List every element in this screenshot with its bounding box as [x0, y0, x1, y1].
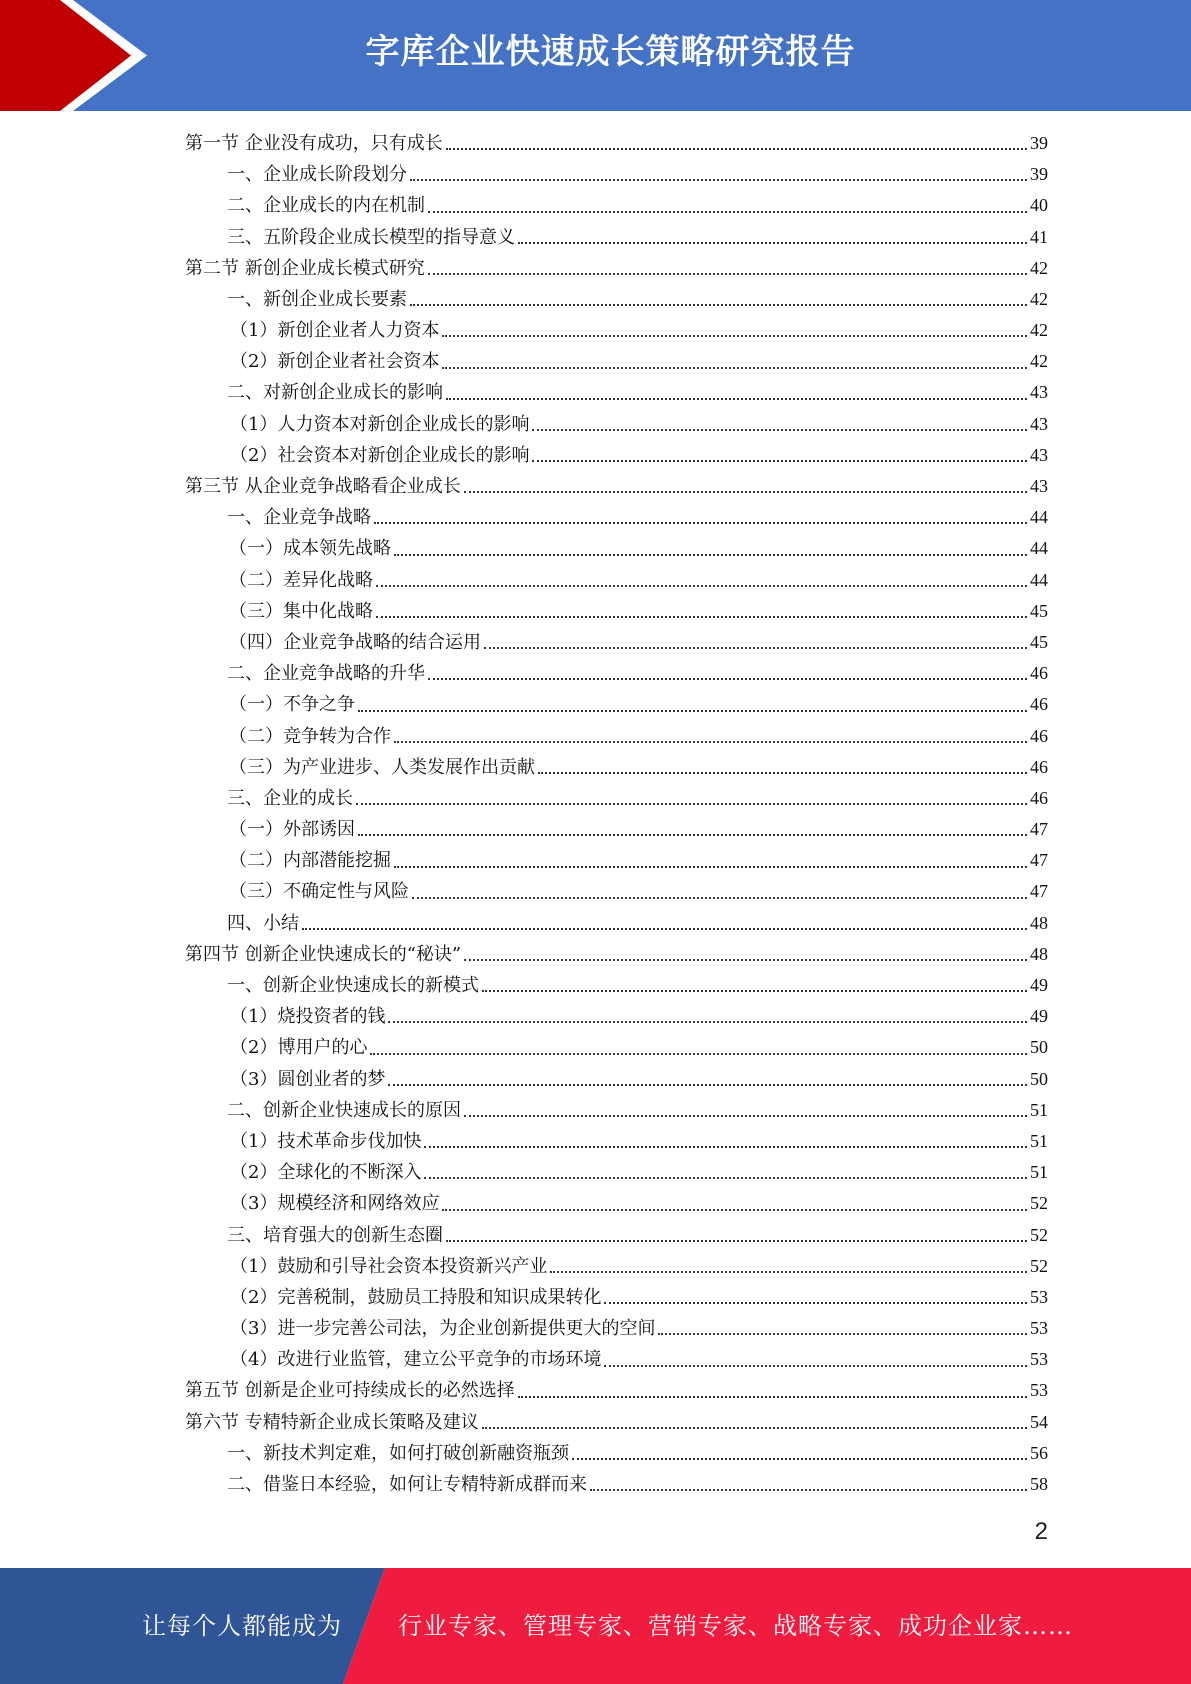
- toc-entry[interactable]: [185, 159, 1048, 190]
- toc-entry[interactable]: [185, 533, 1048, 564]
- toc-entry-title: （2）新创企业者社会资本: [230, 351, 440, 373]
- toc-entry[interactable]: [185, 689, 1048, 720]
- toc-entry[interactable]: [185, 502, 1048, 533]
- toc-entry-title: （四）企业竞争战略的结合运用: [229, 631, 481, 653]
- toc-entry-page: 39: [1030, 164, 1048, 185]
- toc-dot-leader: [376, 585, 1027, 587]
- toc-entry-page: 46: [1030, 787, 1048, 808]
- toc-entry-page: 39: [1030, 132, 1048, 153]
- toc-entry-title: 二、创新企业快速成长的原因: [227, 1099, 461, 1121]
- toc-dot-leader: [572, 1458, 1027, 1460]
- toc-entry[interactable]: [185, 1188, 1048, 1219]
- toc-entry[interactable]: [185, 845, 1048, 876]
- toc-entry-title: 第四节 创新企业快速成长的“秘诀”: [185, 943, 462, 965]
- toc-entry-page: 46: [1030, 756, 1048, 777]
- toc-entry-title: （2）博用户的心: [230, 1037, 368, 1059]
- toc-entry-title: （三）集中化战略: [229, 600, 373, 622]
- toc-entry-page: 42: [1030, 351, 1048, 372]
- toc-entry-page: 47: [1030, 881, 1048, 902]
- toc-entry-title: 一、企业竞争战略: [227, 507, 371, 529]
- toc-entry-page: 44: [1030, 507, 1048, 528]
- toc-entry[interactable]: [185, 346, 1048, 377]
- footer-slogan-right: 行业专家、管理专家、营销专家、战略专家、成功企业家……: [398, 1612, 1073, 1640]
- toc-entry[interactable]: [185, 908, 1048, 939]
- toc-entry-title: 二、企业成长的内在机制: [227, 195, 425, 217]
- toc-entry-title: 四、小结: [227, 912, 299, 934]
- page-footer: [0, 1568, 1191, 1684]
- toc-entry-title: （3）规模经济和网络效应: [230, 1193, 440, 1215]
- toc-dot-leader: [394, 866, 1027, 868]
- toc-dot-leader: [518, 242, 1027, 244]
- toc-entry-title: （一）外部诱因: [229, 819, 355, 841]
- toc-entry-page: 58: [1030, 1474, 1048, 1495]
- toc-entry-page: 52: [1030, 1255, 1048, 1276]
- toc-entry-title: 一、企业成长阶段划分: [227, 164, 407, 186]
- toc-entry[interactable]: [185, 1313, 1048, 1344]
- toc-entry[interactable]: [185, 970, 1048, 1001]
- toc-entry-title: （二）差异化战略: [229, 569, 373, 591]
- toc-dot-leader: [464, 1115, 1027, 1117]
- toc-entry-page: 53: [1030, 1380, 1048, 1401]
- toc-entry-page: 47: [1030, 819, 1048, 840]
- toc-entry-page: 43: [1030, 476, 1048, 497]
- toc-entry-page: 43: [1030, 413, 1048, 434]
- toc-dot-leader: [532, 460, 1027, 462]
- report-title: 字库企业快速成长策略研究报告: [365, 32, 856, 72]
- toc-entry-title: （一）成本领先战略: [229, 538, 391, 560]
- toc-dot-leader: [538, 772, 1027, 774]
- toc-entry-title: （2）完善税制，鼓励员工持股和知识成果转化: [230, 1286, 602, 1308]
- toc-dot-leader: [446, 148, 1027, 150]
- toc-entry-title: （一）不争之争: [229, 694, 355, 716]
- toc-dot-leader: [532, 429, 1027, 431]
- toc-entry[interactable]: [185, 752, 1048, 783]
- toc-dot-leader: [518, 1396, 1027, 1398]
- toc-entry-page: 44: [1030, 538, 1048, 559]
- toc-entry-page: 52: [1030, 1193, 1048, 1214]
- toc-entry[interactable]: [185, 1407, 1048, 1438]
- toc-dot-leader: [428, 273, 1027, 275]
- toc-entry-page: 43: [1030, 444, 1048, 465]
- toc-dot-leader: [370, 1053, 1027, 1055]
- toc-dot-leader: [394, 554, 1027, 556]
- toc-entry[interactable]: [185, 1251, 1048, 1282]
- toc-entry-title: 二、对新创企业成长的影响: [227, 382, 443, 404]
- toc-dot-leader: [424, 1177, 1027, 1179]
- toc-dot-leader: [442, 367, 1027, 369]
- toc-entry-page: 50: [1030, 1037, 1048, 1058]
- toc-entry[interactable]: [185, 471, 1048, 502]
- toc-entry-title: （3）进一步完善公司法，为企业创新提供更大的空间: [230, 1318, 656, 1340]
- toc-entry-page: 53: [1030, 1349, 1048, 1370]
- toc-entry-page: 42: [1030, 320, 1048, 341]
- toc-entry-title: （2）全球化的不断深入: [230, 1162, 422, 1184]
- toc-entry-title: 一、新技术判定难，如何打破创新融资瓶颈: [227, 1442, 569, 1464]
- toc-dot-leader: [388, 1021, 1027, 1023]
- toc-entry[interactable]: [185, 877, 1048, 908]
- toc-entry[interactable]: [185, 1438, 1048, 1469]
- toc-dot-leader: [428, 211, 1027, 213]
- toc-entry-page: 48: [1030, 943, 1048, 964]
- page-header: [0, 0, 1191, 111]
- toc-entry[interactable]: [185, 1220, 1048, 1251]
- toc-entry[interactable]: [185, 1126, 1048, 1157]
- toc-entry-title: 一、创新企业快速成长的新模式: [227, 975, 479, 997]
- toc-entry-title: 第二节 新创企业成长模式研究: [185, 257, 425, 279]
- toc-dot-leader: [388, 1084, 1027, 1086]
- toc-entry[interactable]: [185, 1032, 1048, 1063]
- toc-entry-title: 第一节 企业没有成功，只有成长: [185, 132, 443, 154]
- toc-entry-page: 45: [1030, 631, 1048, 652]
- toc-dot-leader: [302, 928, 1027, 930]
- toc-dot-leader: [482, 990, 1027, 992]
- toc-entry-page: 44: [1030, 569, 1048, 590]
- toc-entry-page: 42: [1030, 288, 1048, 309]
- toc-dot-leader: [464, 491, 1027, 493]
- toc-dot-leader: [376, 616, 1027, 618]
- toc-entry-page: 51: [1030, 1162, 1048, 1183]
- toc-dot-leader: [412, 897, 1027, 899]
- toc-entry[interactable]: [185, 1157, 1048, 1188]
- toc-entry-page: 49: [1030, 975, 1048, 996]
- footer-slogan-left: 让每个人都能成为: [142, 1612, 342, 1640]
- toc-dot-leader: [604, 1302, 1027, 1304]
- toc-entry[interactable]: [185, 128, 1048, 159]
- toc-entry[interactable]: [185, 939, 1048, 970]
- toc-dot-leader: [410, 179, 1027, 181]
- toc-entry-page: 49: [1030, 1006, 1048, 1027]
- toc-dot-leader: [484, 647, 1027, 649]
- toc-entry-page: 40: [1030, 195, 1048, 216]
- toc-dot-leader: [658, 1333, 1027, 1335]
- toc-dot-leader: [374, 522, 1027, 524]
- toc-dot-leader: [482, 1427, 1027, 1429]
- toc-entry-page: 43: [1030, 382, 1048, 403]
- toc-dot-leader: [550, 1271, 1027, 1273]
- toc-entry-title: 第六节 专精特新企业成长策略及建议: [185, 1411, 479, 1433]
- toc-entry[interactable]: [185, 222, 1048, 253]
- toc-entry-title: （4）改进行业监管，建立公平竞争的市场环境: [230, 1349, 602, 1371]
- toc-entry[interactable]: [185, 190, 1048, 221]
- toc-entry-title: （二）竞争转为合作: [229, 725, 391, 747]
- toc-entry-page: 42: [1030, 257, 1048, 278]
- toc-entry[interactable]: [185, 440, 1048, 471]
- toc-entry-title: （1）烧投资者的钱: [230, 1006, 386, 1028]
- toc-entry[interactable]: [185, 814, 1048, 845]
- toc-dot-leader: [410, 304, 1027, 306]
- toc-entry[interactable]: [185, 627, 1048, 658]
- toc-entry[interactable]: [185, 1376, 1048, 1407]
- toc-entry-title: （1）技术革命步伐加快: [230, 1130, 422, 1152]
- toc-entry-page: 41: [1030, 226, 1048, 247]
- toc-entry-title: 第五节 创新是企业可持续成长的必然选择: [185, 1380, 515, 1402]
- toc-entry[interactable]: [185, 1282, 1048, 1313]
- toc-dot-leader: [464, 959, 1027, 961]
- toc-entry[interactable]: [185, 409, 1048, 440]
- toc-entry-page: 54: [1030, 1411, 1048, 1432]
- toc-entry[interactable]: [185, 1095, 1048, 1126]
- toc-entry[interactable]: [185, 378, 1048, 409]
- toc-entry-title: 第三节 从企业竞争战略看企业成长: [185, 476, 461, 498]
- toc-entry-title: （2）社会资本对新创企业成长的影响: [230, 444, 530, 466]
- toc-entry-title: （1）鼓励和引导社会资本投资新兴产业: [230, 1255, 548, 1277]
- toc-entry-page: 46: [1030, 694, 1048, 715]
- toc-entry[interactable]: [185, 284, 1048, 315]
- toc-entry[interactable]: [185, 315, 1048, 346]
- toc-entry[interactable]: [185, 1344, 1048, 1375]
- table-of-contents: [185, 128, 1048, 1500]
- toc-entry-title: 一、新创企业成长要素: [227, 288, 407, 310]
- toc-entry[interactable]: [185, 658, 1048, 689]
- toc-entry-page: 53: [1030, 1318, 1048, 1339]
- toc-dot-leader: [604, 1365, 1027, 1367]
- toc-entry-page: 45: [1030, 600, 1048, 621]
- toc-entry-title: （二）内部潜能挖掘: [229, 850, 391, 872]
- toc-entry-title: 三、五阶段企业成长模型的指导意义: [227, 226, 515, 248]
- toc-entry-page: 53: [1030, 1286, 1048, 1307]
- toc-entry[interactable]: [185, 1001, 1048, 1032]
- toc-entry[interactable]: [185, 565, 1048, 596]
- toc-entry-page: 52: [1030, 1224, 1048, 1245]
- toc-entry-title: （三）为产业进步、人类发展作出贡献: [229, 756, 535, 778]
- toc-entry[interactable]: [185, 1064, 1048, 1095]
- toc-dot-leader: [442, 335, 1027, 337]
- toc-entry-page: 50: [1030, 1068, 1048, 1089]
- toc-entry-title: 二、借鉴日本经验，如何让专精特新成群而来: [227, 1474, 587, 1496]
- toc-entry-title: 二、企业竞争战略的升华: [227, 663, 425, 685]
- toc-entry[interactable]: [185, 721, 1048, 752]
- toc-entry[interactable]: [185, 253, 1048, 284]
- toc-entry-title: （1）人力资本对新创企业成长的影响: [230, 413, 530, 435]
- toc-entry-page: 48: [1030, 912, 1048, 933]
- toc-entry-title: 三、企业的成长: [227, 787, 353, 809]
- toc-entry-page: 51: [1030, 1130, 1048, 1151]
- toc-entry-title: （1）新创企业者人力资本: [230, 320, 440, 342]
- toc-entry-title: （三）不确定性与风险: [229, 881, 409, 903]
- toc-entry-page: 46: [1030, 725, 1048, 746]
- toc-dot-leader: [428, 678, 1027, 680]
- toc-dot-leader: [358, 710, 1027, 712]
- toc-dot-leader: [424, 1146, 1027, 1148]
- toc-dot-leader: [590, 1489, 1027, 1491]
- toc-dot-leader: [446, 1240, 1027, 1242]
- toc-entry-page: 46: [1030, 663, 1048, 684]
- toc-dot-leader: [446, 398, 1027, 400]
- toc-dot-leader: [356, 803, 1027, 805]
- toc-dot-leader: [442, 1209, 1027, 1211]
- toc-entry-title: （3）圆创业者的梦: [230, 1068, 386, 1090]
- toc-entry[interactable]: [185, 783, 1048, 814]
- toc-entry-page: 51: [1030, 1099, 1048, 1120]
- toc-dot-leader: [394, 741, 1027, 743]
- page-number: 2: [1034, 1518, 1048, 1545]
- toc-entry-title: 三、培育强大的创新生态圈: [227, 1224, 443, 1246]
- toc-entry[interactable]: [185, 596, 1048, 627]
- toc-entry-page: 47: [1030, 850, 1048, 871]
- toc-entry[interactable]: [185, 1469, 1048, 1500]
- toc-dot-leader: [358, 834, 1027, 836]
- toc-entry-page: 56: [1030, 1442, 1048, 1463]
